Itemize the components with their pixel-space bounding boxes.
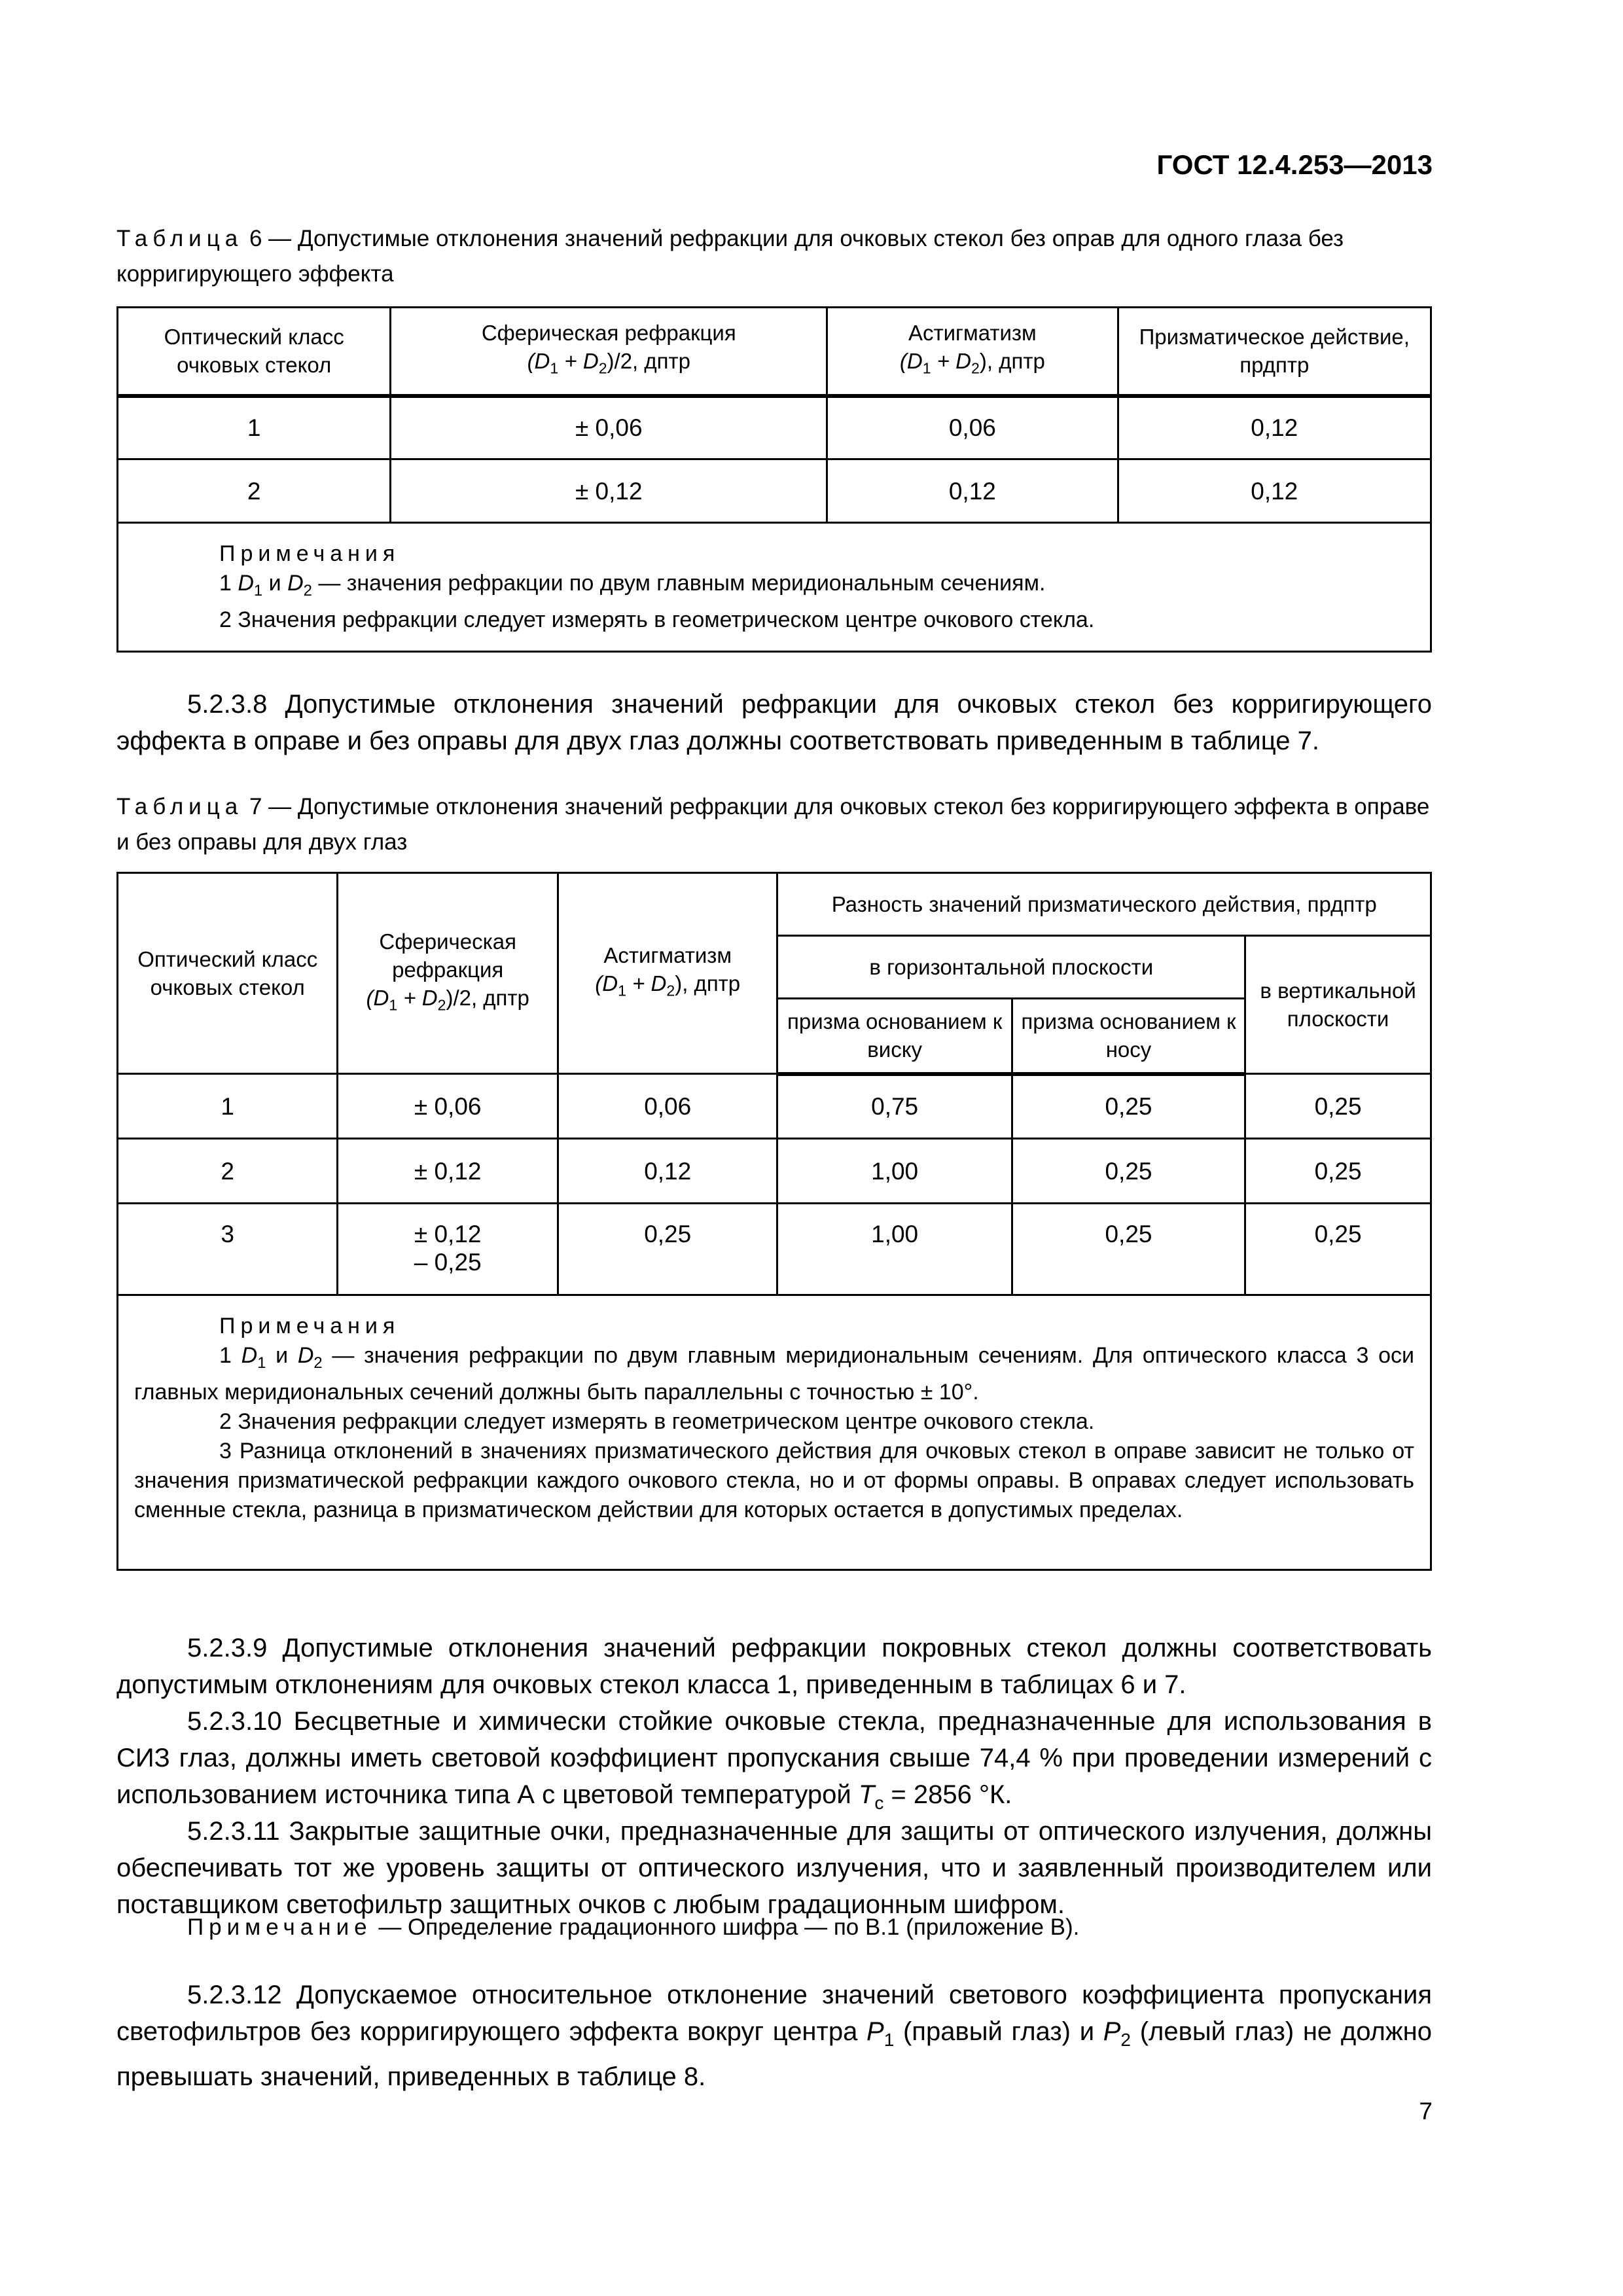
table7-note2: 2 Значения рефракции следует измерять в геометрическом центре очкового стекла. [219,1408,1095,1434]
table7-notes [118,1295,1431,1570]
paragraph-52311: 5.2.3.11 Закрытые защитные очки, предназначенные для защиты от оптического излучения, должны обеспечивать тот же уровень защиты от оптического излучения, что и заявленный производителем или поставщиком светофильтр защитных очков с любым градационным шифром. [116,1817,1432,1919]
table7-cell: 0,06 [558,1074,777,1139]
table7-cell: 2 [118,1139,338,1204]
table6-col-astigmatism: Астигматизм $(D_1 + D_2)$, дптр [827,308,1118,396]
paragraph-5239: 5.2.3.9 Допустимые отклонения значений рефракции покровных стекол должны соответствовать допустимым отклонениям для очковых стекол класса 1, приведенным в таблицах 6 и 7. [116,1634,1432,1699]
table7-note1: 1 $D_1$ и $D_2$ — значения рефракции по двум главным меридиональным сечениям. Для оптического класса 3 оси главных меридиональных сечений должны быть параллельны с точностью ± 10°. [134,1343,1414,1405]
table7-col-spherical: Сферическая рефракция $(D_1 + D_2)/2$, дптр [338,873,558,1074]
table7-cell: 0,25 [1245,1204,1431,1295]
table7-cell: 1,00 [777,1204,1012,1295]
table7-cell: 0,25 [1012,1139,1245,1204]
table6-header-row [118,308,1431,396]
table7-cell: ± 0,06 [338,1074,558,1139]
document-header: ГОСТ 12.4.253—2013 [1156,149,1433,180]
page-number: 7 [1419,2098,1433,2125]
table7-caption [116,789,1432,860]
table-row [118,1074,1431,1139]
table7-col-horizontal: в горизонтальной плоскости [777,936,1245,999]
paragraph-52312: 5.2.3.12 Допускаемое относительное отклонение значений светового коэффициента пропускания светофильтров без корригирующего эффекта вокруг центра $P_1$ (правый глаз) и $P_2$ (левый глаз) не должно превышать значений, приведенных в таблице 8. [116,1981,1432,2091]
table6-note1: 1 $D_1$ и $D_2$ — значения рефракции по двум главным меридиональным сечениям. [219,571,1046,600]
table6-col-class: Оптический класс очковых стекол [118,308,391,396]
table7-cell: 0,25 [1012,1074,1245,1139]
table6-cell: 2 [118,459,391,523]
table6-notes-row [118,523,1431,652]
table6-cell: ± 0,06 [391,396,827,459]
table6 [116,306,1432,653]
table7-col-astigmatism: Астигматизм $(D_1 + D_2)$, дптр [558,873,777,1074]
table6-caption-text: 6 — Допустимые отклонения значений рефракции для очковых стекол без оправ для одного глаза без корригирующего эффекта [116,226,1344,287]
table7-note3: 3 Разница отклонений в значениях призматического действия для очковых стекол в оправе зависит не только от значения призматической рефракции каждого очкового стекла, но и от формы оправы. В оправах следует использовать сменные стекла, разница в призматическом действии для которых остается в допустимых пределах. [134,1438,1414,1522]
table7-cell: 3 [118,1204,338,1295]
table6-notes-title: Примечания [219,541,401,566]
paragraph-52310: 5.2.3.10 Бесцветные и химически стойкие очковые стекла, предназначенные для использования в СИЗ глаз, должны иметь световой коэффициент пропускания свыше 74,4 % при проведении измерений с использованием источника типа А с цветовой температурой $T_c = 2856$ °К. [116,1707,1432,1813]
table7-col-temple: призма основанием к виску [777,999,1012,1074]
table6-col-spherical: Сферическая рефракция $(D_1 + D_2)/2$, дптр [391,308,827,396]
table7-cell: 0,25 [1245,1074,1431,1139]
table7-notes-title: Примечания [219,1314,401,1338]
table7-cell: 0,25 [558,1204,777,1295]
table7 [116,872,1432,1571]
table6-col-prismatic: Призматическое действие, прдптр [1118,308,1431,396]
table6-cell: 1 [118,396,391,459]
table7-col-nose: призма основанием к носу [1012,999,1245,1074]
table-row [118,1139,1431,1204]
table7-cell: 0,25 [1012,1204,1245,1295]
table7-cell: 0,12 [558,1139,777,1204]
table7-cell: ± 0,12 – 0,25 [338,1204,558,1295]
table7-header-row-1 [118,873,1431,936]
paragraph-5238: 5.2.3.8 Допустимые отклонения значений рефракции для очковых стекол без корригирующего эффекта в оправе и без оправы для двух глаз должны соответствовать приведенным в таблице 7. [116,690,1432,755]
table-row [118,1204,1431,1295]
table7-cell: 0,75 [777,1074,1012,1139]
table7-cell: 1,00 [777,1139,1012,1204]
table6-note2: 2 Значения рефракции следует измерять в геометрическом центре очкового стекла. [219,607,1095,632]
table6-caption [116,221,1432,292]
table7-col-vertical: в вертикальной плоскости [1245,936,1431,1074]
table6-notes [118,523,1431,652]
table7-col-group-prismatic: Разность значений призматического действия, прдптр [777,873,1431,936]
table-row [118,459,1431,523]
note-gradation: Примечание — Определение градационного шифра — по В.1 (приложение В). [187,1914,1080,1940]
table7-cell: ± 0,12 [338,1139,558,1204]
table6-cell: 0,06 [827,396,1118,459]
table7-caption-text: 7 — Допустимые отклонения значений рефракции для очковых стекол без корригирующего эффекта в оправе и без оправы для двух глаз [116,794,1430,855]
table6-cell: 0,12 [1118,396,1431,459]
table6-caption-label: Таблица [116,226,243,251]
table-row [118,396,1431,459]
table6-cell: ± 0,12 [391,459,827,523]
table6-cell: 0,12 [1118,459,1431,523]
table7-cell: 1 [118,1074,338,1139]
table7-notes-row [118,1295,1431,1570]
table6-cell: 0,12 [827,459,1118,523]
table7-col-class: Оптический класс очковых стекол [118,873,338,1074]
table7-cell: 0,25 [1245,1139,1431,1204]
table7-caption-label: Таблица [116,794,243,819]
